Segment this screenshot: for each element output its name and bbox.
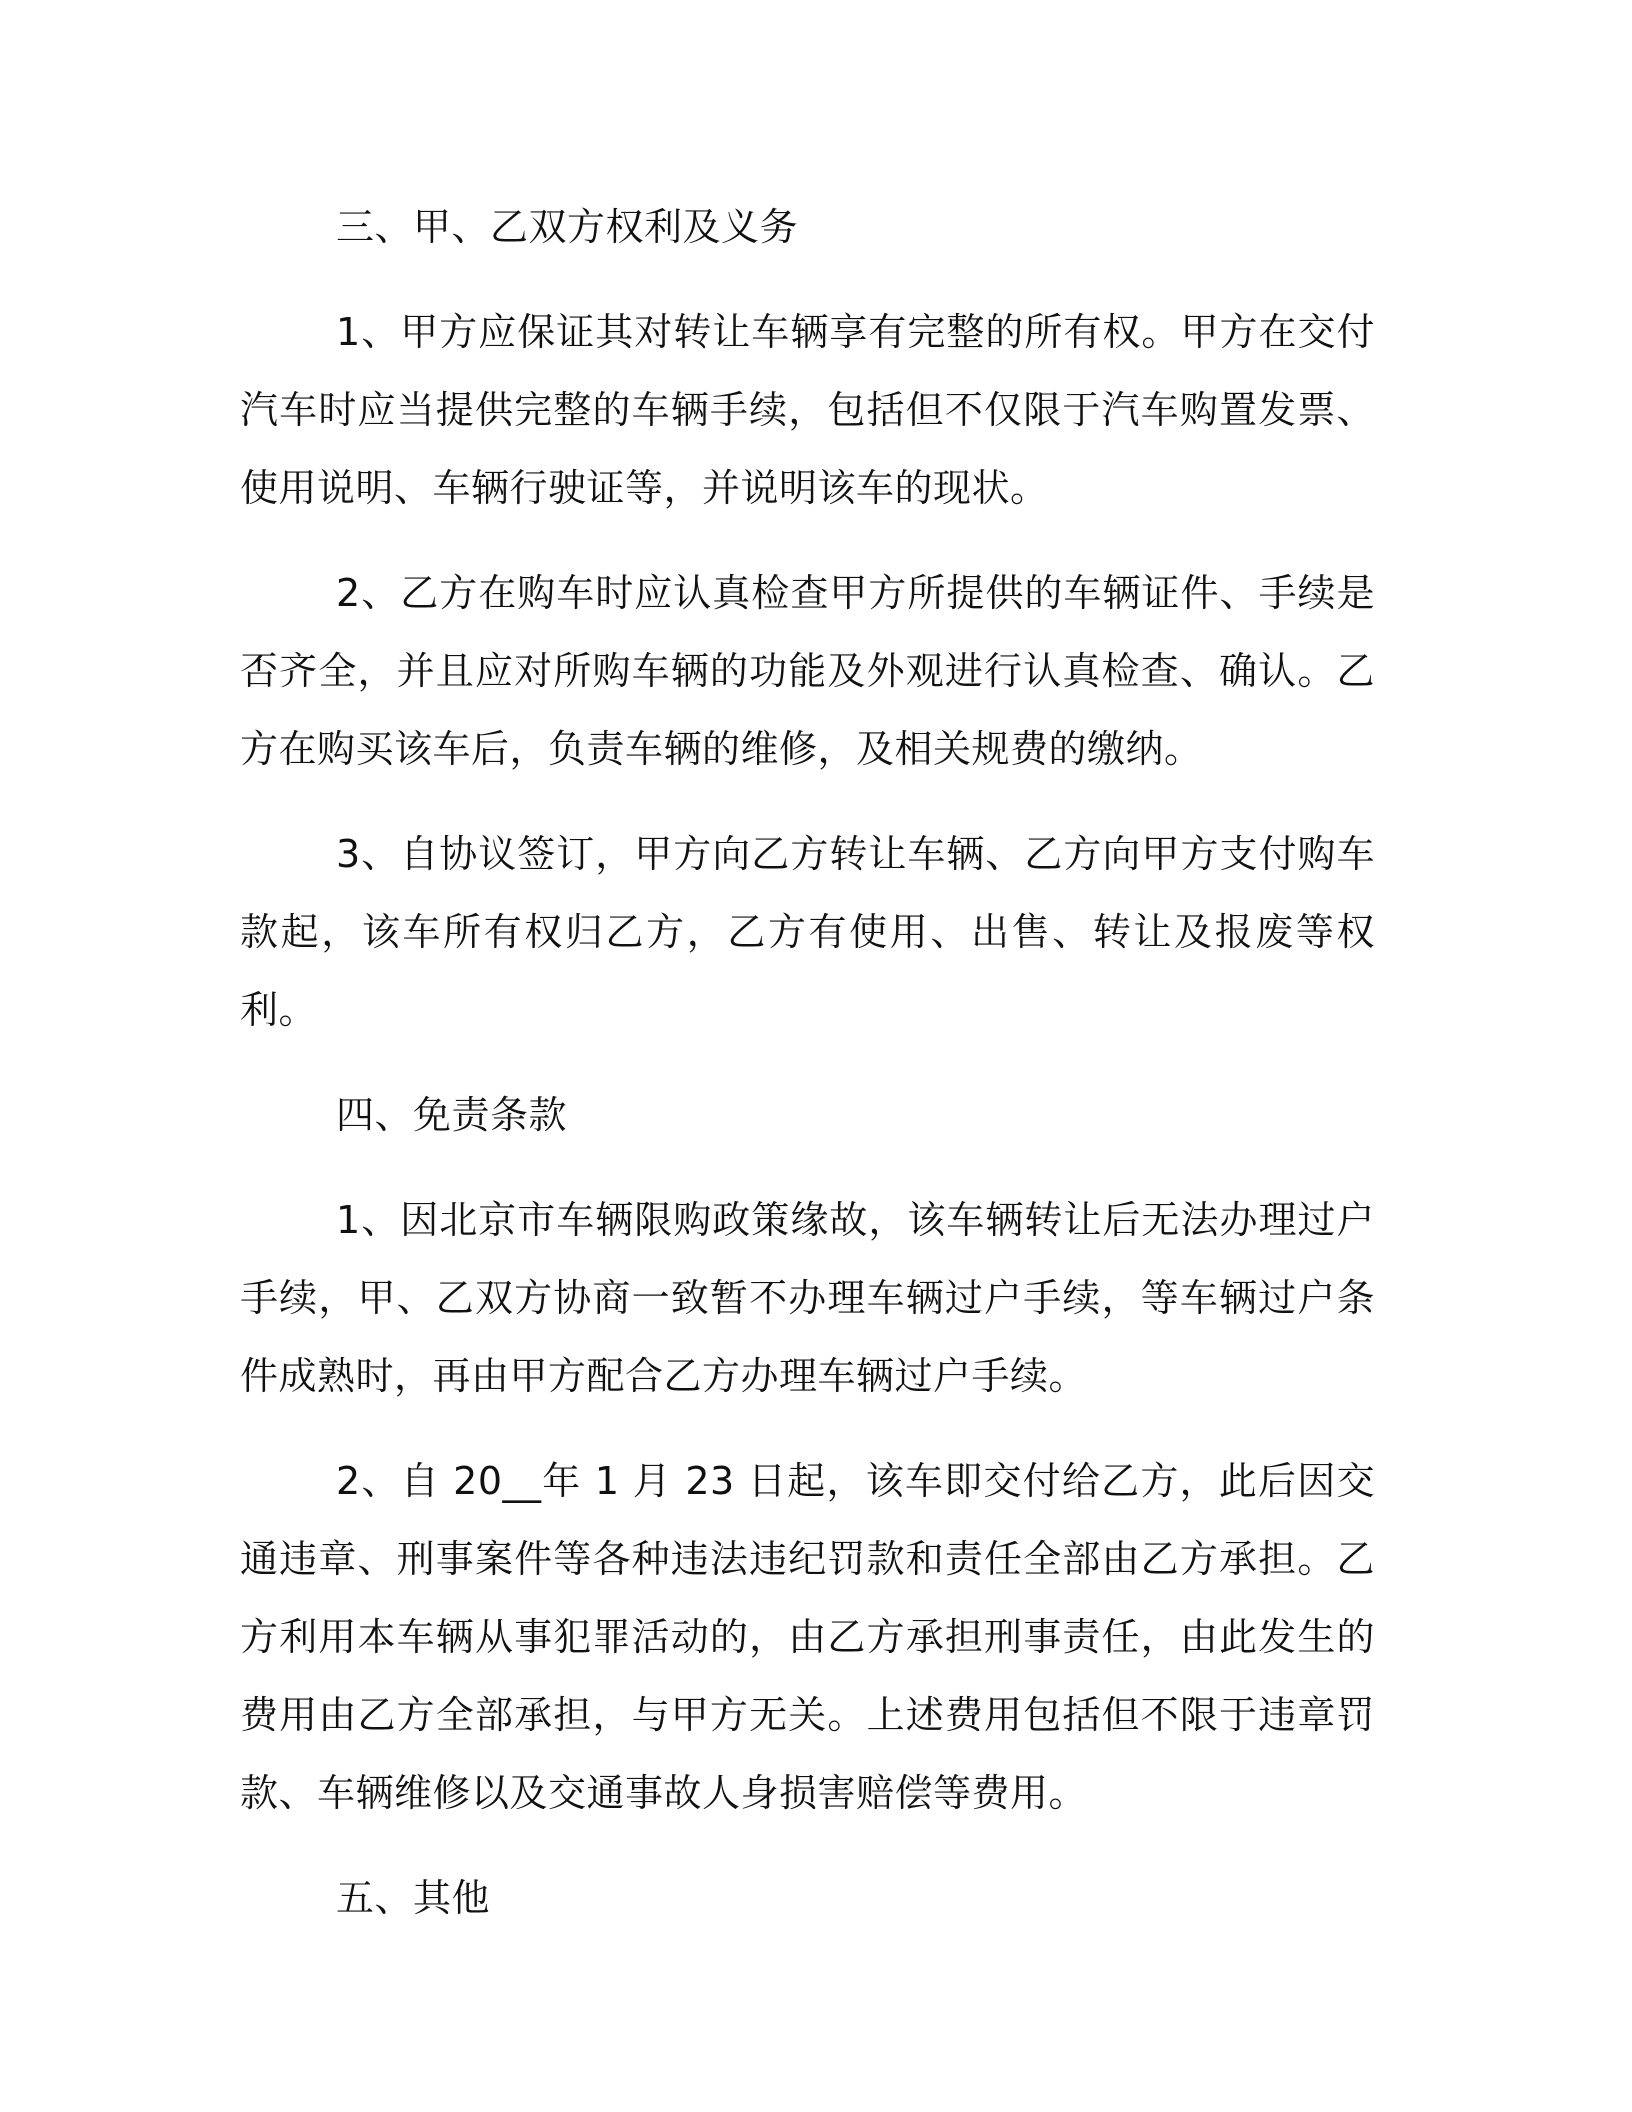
section-heading-disclaimer: 四、免责条款 xyxy=(336,1093,568,1137)
document-body xyxy=(240,188,1375,1937)
section-heading-other: 五、其他 xyxy=(336,1876,491,1920)
paragraph-ownership-transfer: 3、自协议签订，甲方向乙方转让车辆、乙方向甲方支付购车款起，该车所有权归乙方，乙方有使用、出售、转让及报废等权利。 xyxy=(240,832,1375,1032)
paragraph-ownership-guarantee: 1、甲方应保证其对转让车辆享有完整的所有权。甲方在交付汽车时应当提供完整的车辆手续，包括但不仅限于汽车购置发票、使用说明、车辆行驶证等，并说明该车的现状。 xyxy=(240,310,1375,510)
paragraph-registration-transfer: 1、因北京市车辆限购政策缘故，该车辆转让后无法办理过户手续，甲、乙双方协商一致暂不办理车辆过户手续，等车辆过户条件成熟时，再由甲方配合乙方办理车辆过户手续。 xyxy=(240,1198,1375,1398)
paragraph-liability-after-delivery: 2、自 20__年 1 月 23 日起，该车即交付给乙方，此后因交通违章、刑事案件等各种违法违纪罚款和责任全部由乙方承担。乙方利用本车辆从事犯罪活动的，由乙方承担刑事责任，由此发生的费用由乙方全部承担，与甲方无关。上述费用包括但不限于违章罚款、车辆维修以及交通事故人身损害赔偿等费用。 xyxy=(240,1459,1375,1815)
paragraph-buyer-inspection: 2、乙方在购车时应认真检查甲方所提供的车辆证件、手续是否齐全，并且应对所购车辆的功能及外观进行认真检查、确认。乙方在购买该车后，负责车辆的维修，及相关规费的缴纳。 xyxy=(240,571,1375,771)
section-heading-rights-obligations: 三、甲、乙双方权利及义务 xyxy=(336,205,799,249)
